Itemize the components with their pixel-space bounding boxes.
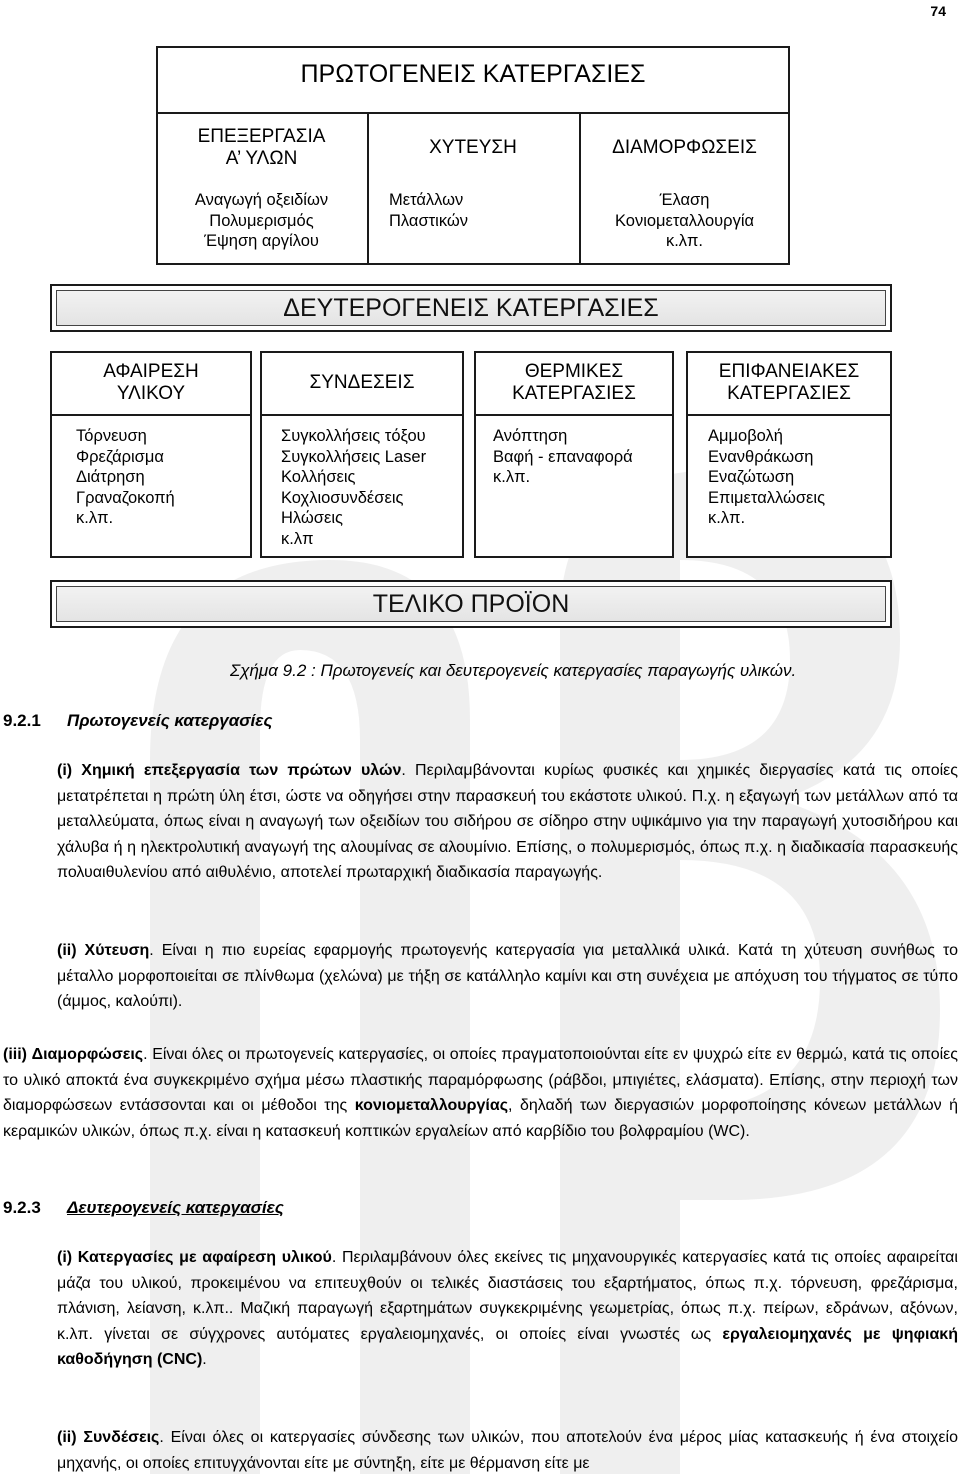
secondary-col-3-list: Ανόπτηση Βαφή - επαναφορά κ.λπ. bbox=[493, 427, 633, 486]
divider bbox=[474, 414, 674, 416]
paragraph-forming: (iii) Διαμορφώσεις. Είναι όλες οι πρωτογενείς κατεργασίες, οι οποίες πραγματοποιούνται είτε εν ψυχρώ είτε εν θερμώ, κατά τις οποίες το υλικό αποκτά ένα συγκεκριμένο σχήμα μέσω πλαστικής παραμόρφωσης (ράβδοι, μπιγιέτες, ελάσματα). Επίσης, στην περιοχή των διαμορφώσεων εντάσσονται και οι μέθοδοι της κονιομεταλλουργίας, δηλαδή των διεργασιών μορφοποίησης κόνεων μετάλλων ή κεραμικών υλικών, όπως π.χ. είναι η κατασκευή κοπτικών εργαλείων από καρβίδιο του βολφραμίου (WC). bbox=[3, 1046, 959, 1140]
secondary-col-4-list: Αμμοβολή Ενανθράκωση Εναζώτωση Επιμεταλλώσεις κ.λπ. bbox=[708, 427, 826, 527]
paragraph-chemical-processing: (i) Χημική επεξεργασία των πρώτων υλών. Περιλαμβάνονται κυρίως φυσικές και χημικές διεργασίες κατά τις οποίες μετατρέπεται η πρώτη ύλη έτσι, ώστε να οδηγήσει στην παρασκευή του εκάστοτε υλικού. Π.χ. η εξαγωγή των μετάλλων από τα μεταλλεύματα, όπως είναι η αναγωγή των οξειδίων του σιδήρου σε σίδηρο στην υψικάμινο για την παραγωγή χυτοσιδήρου και χάλυβα ή η ηλεκτρολυτική αναγωγή της αλουμίνας σε αλουμίνιο. Επίσης, ο πολυμερισμός, όπως π.χ. η διαδικασία παρασκευής πολυαιθυλενίου από αιθυλένιο, αποτελεί πρωταρχική διαδικασία παραγωγής. bbox=[57, 762, 958, 881]
section-heading-9-2-3: 9.2.3 Δευτερογενείς κατεργασίες bbox=[3, 1198, 284, 1217]
primary-title: ΠΡΩΤΟΓΕΝΕΙΣ ΚΑΤΕΡΓΑΣΙΕΣ bbox=[300, 60, 646, 88]
secondary-processes-band: ΔΕΥΤΕΡΟΓΕΝΕΙΣ ΚΑΤΕΡΓΑΣΙΕΣ bbox=[50, 284, 892, 332]
primary-col-1-list: Αναγωγή οξειδίων Πολυμερισμός Έψηση αργίλου bbox=[194, 191, 329, 250]
secondary-col-4-title: ΕΠΙΦΑΝΕΙΑΚΕΣ ΚΑΤΕΡΓΑΣΙΕΣ bbox=[718, 361, 860, 404]
section-heading-9-2-1: 9.2.1 Πρωτογενείς κατεργασίες bbox=[3, 711, 273, 730]
secondary-col-3-title: ΘΕΡΜΙΚΕΣ ΚΑΤΕΡΓΑΣΙΕΣ bbox=[512, 361, 636, 404]
page-number: 74 bbox=[930, 3, 946, 19]
divider bbox=[50, 414, 252, 416]
secondary-col-2-title: ΣΥΝΔΕΣΕΙΣ bbox=[309, 372, 415, 393]
secondary-col-1-title: ΑΦΑΙΡΕΣΗ ΥΛΙΚΟΥ bbox=[103, 361, 199, 404]
paragraph-casting: (ii) Χύτευση. Είναι η πιο ευρείας εφαρμογής πρωτογενής κατεργασία για μεταλλικά υλικά. Κατά τη χύτευση συνήθως το μέταλλο μορφοποιείται σε πλίνθωμα (χελώνα) με τήξη σε κατάλληλο καμίνι και στη συνέχεια με απόχυση του τήγματος σε τύπο (άμμος, καλούπι). bbox=[57, 942, 958, 1010]
primary-col-3-title: ΔΙΑΜΟΡΦΩΣΕΙΣ bbox=[612, 137, 757, 158]
primary-col-2-title: ΧΥΤΕΥΣΗ bbox=[429, 137, 517, 158]
primary-col-1-title: ΕΠΕΞΕΡΓΑΣΙΑ Α’ ΥΛΩΝ bbox=[197, 126, 326, 169]
figure-caption: Σχήμα 9.2 : Πρωτογενείς και δευτερογενείς κατεργασίες παραγωγής υλικών. bbox=[230, 661, 797, 680]
primary-col-2-list: Μετάλλων Πλαστικών bbox=[389, 191, 469, 230]
primary-col-3-list: Έλαση Κονιομεταλλουργία κ.λπ. bbox=[614, 191, 755, 250]
paragraph-material-removal: (i) Κατεργασίες με αφαίρεση υλικού. Περιλαμβάνουν όλες εκείνες τις μηχανουργικές κατεργασίες κατά τις οποίες αφαιρείται μάζα του υλικού, προκειμένου να επιτευχθούν οι τελικές διαστάσεις του εξαρτήματος, όπως π.χ. τόρνευση, φρεζάρισμα, πλάνιση, λείανση, κ.λπ.. Μαζική παραγωγή εξαρτημάτων συγκεκριμένης γεωμετρίας, όπως π.χ. πείρων, εδράνων, αξόνων, κ.λπ. γίνεται σε σύγχρονες αυτόματες εργαλειομηχανές, οι οποίες είναι γνωστές ως εργαλειομηχανές με ψηφιακή καθοδήγηση (CNC). bbox=[57, 1249, 958, 1368]
secondary-col-2-list: Συγκολλήσεις τόξου Συγκολλήσεις Laser Κολλήσεις Κοχλιοσυνδέσεις Ηλώσεις κ.λπ bbox=[281, 427, 427, 548]
final-product-band: ΤΕΛΙΚΟ ΠΡΟΪΟΝ bbox=[50, 580, 892, 628]
divider bbox=[686, 414, 892, 416]
divider bbox=[260, 414, 464, 416]
paragraph-joining: (ii) Συνδέσεις. Είναι όλες οι κατεργασίες σύνδεσης των υλικών, που αποτελούν ένα μέρος μίας κατασκευής ή ένα στοιχείο μηχανής, οι οποίες επιτυγχάνονται είτε με σύντηξη, είτε με θέρμανση είτε με bbox=[57, 1429, 959, 1472]
divider bbox=[156, 112, 790, 114]
secondary-col-1-list: Τόρνευση Φρεζάρισμα Διάτρηση Γραναζοκοπή κ.λπ. bbox=[76, 427, 175, 527]
